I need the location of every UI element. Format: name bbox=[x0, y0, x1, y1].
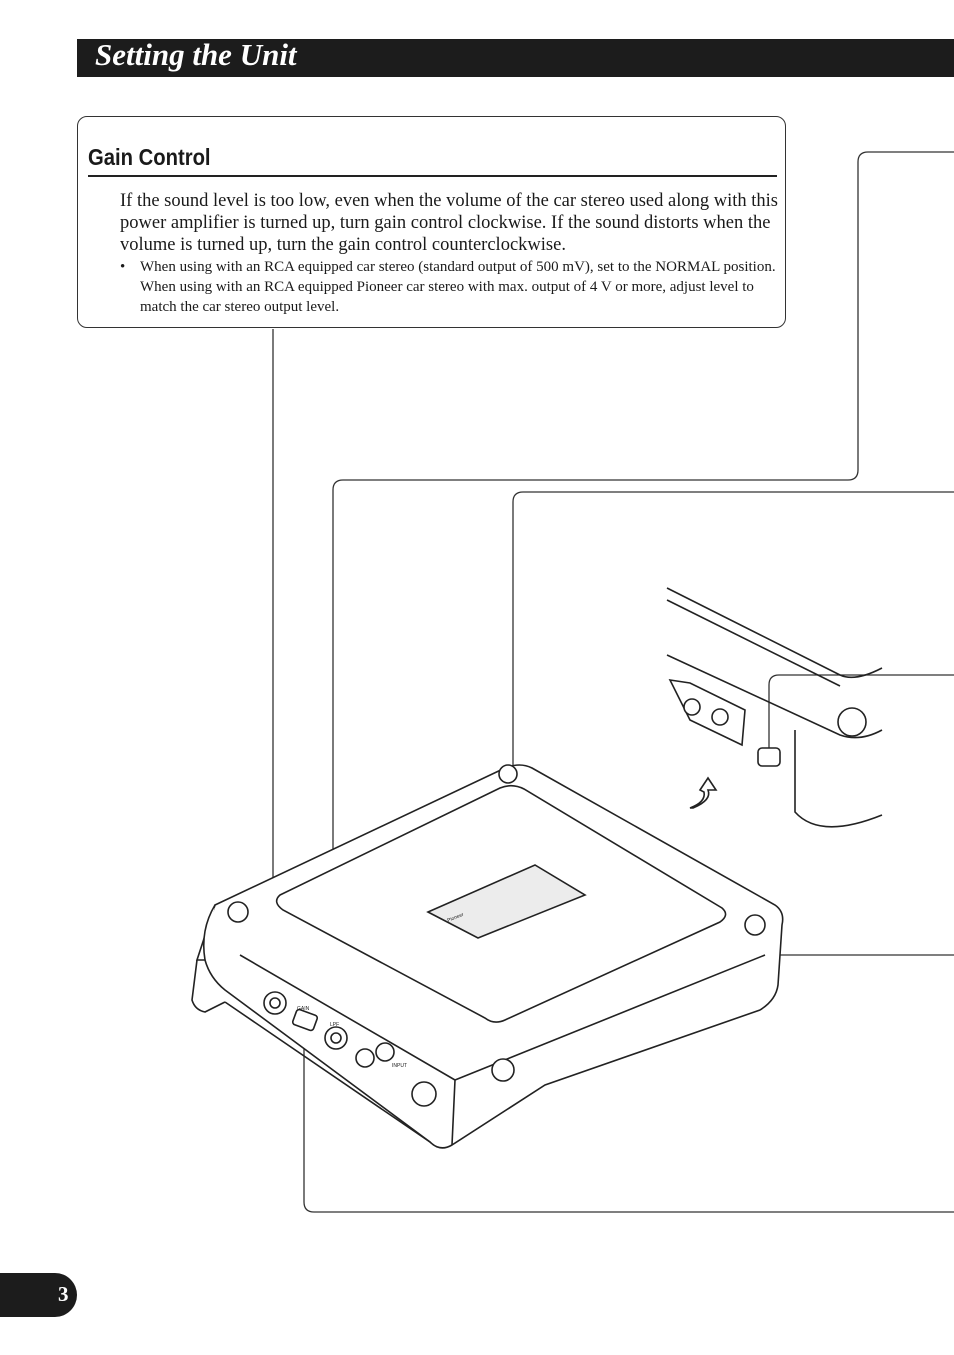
brand-label: Pioneer bbox=[446, 911, 465, 924]
bullet: • bbox=[120, 259, 126, 275]
section-body: If the sound level is too low, even when the volume of the car stereo used along with this power amplifier is turned up, turn gain control clockwise. If the sound distorts when the volume is turned up, turn the gain control counterclockwise. bbox=[120, 191, 778, 255]
panel-label-lpf: LPF bbox=[330, 1022, 340, 1028]
amplifier-body bbox=[192, 765, 783, 1148]
page-number-badge bbox=[0, 1273, 77, 1317]
detail-inset bbox=[667, 588, 882, 827]
panel-label-gain: GAIN bbox=[297, 1006, 310, 1012]
page-number: 3 bbox=[58, 1282, 69, 1306]
panel-label-input: INPUT bbox=[392, 1063, 407, 1069]
page-header-title: Setting the Unit bbox=[95, 37, 297, 72]
note-text: When using with an RCA equipped car stereo (standard output of 500 mV), set to the NORMAL position. When using with an RCA equipped Pioneer car stereo with max. output of 4 V or more, adjust level to match the car stereo output level. bbox=[140, 259, 776, 315]
section-title: Gain Control bbox=[88, 144, 211, 170]
